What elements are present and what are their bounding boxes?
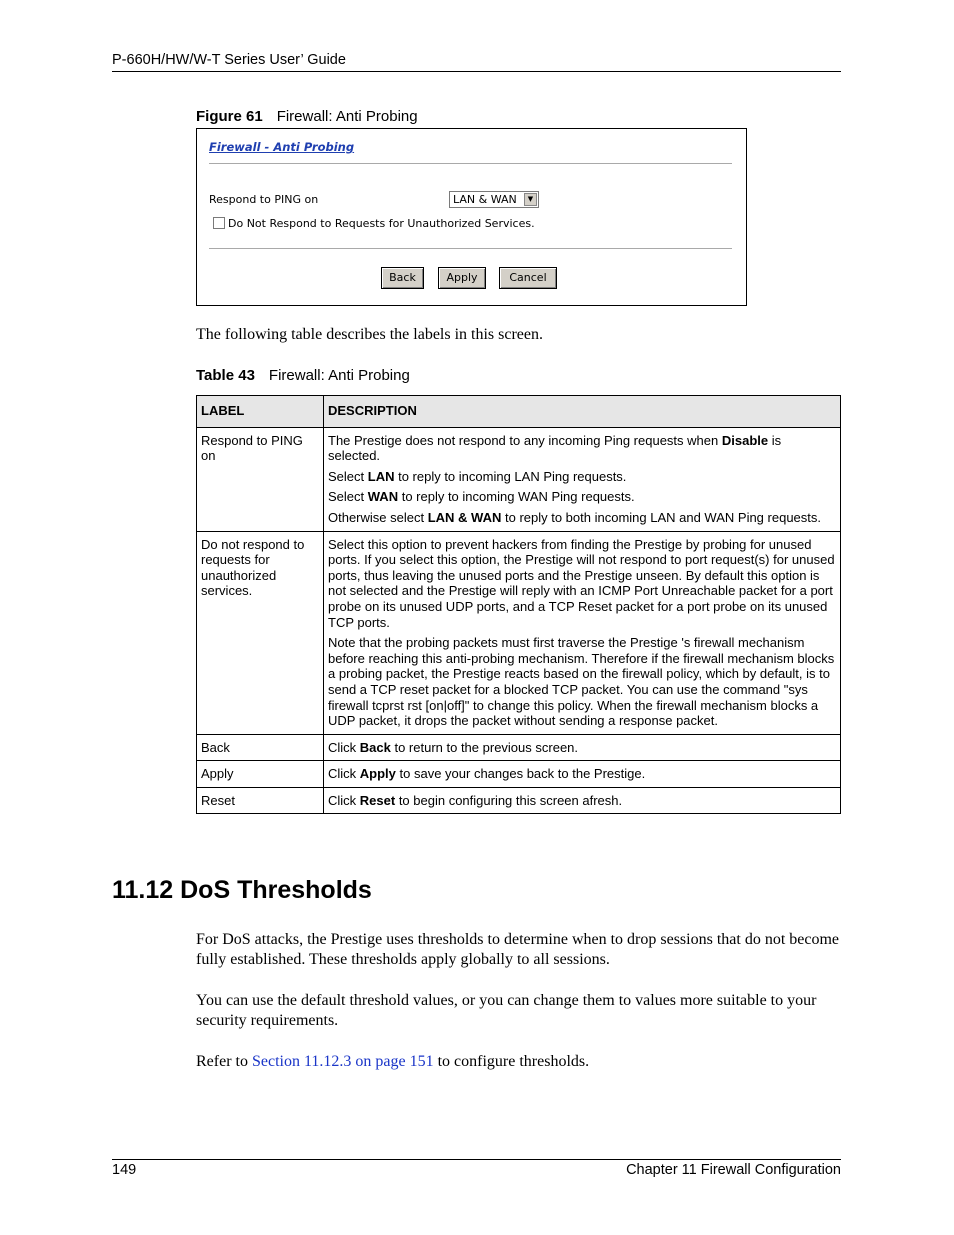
paragraph-3-lead: Refer to: [196, 1053, 252, 1070]
apply-button[interactable]: Apply: [438, 267, 486, 289]
ping-label: Respond to PING on: [209, 193, 319, 206]
figure-caption-text: Firewall: Anti Probing: [276, 108, 418, 125]
table-row: [197, 427, 841, 531]
table-row: [197, 761, 841, 788]
description-text: Note that the probing packets must first traverse the Prestige 's firewall mechanism before reaching this anti-probing mechanism. Therefore if the firewall mechanism blocks a probing packet, the Prestige reacts based on the firewall policy, which by default, is to send a TCP reset packet for a blocked TCP packet. You can use the command "sys firewall tcprst rst [on|off]" to change this policy. When the firewall mechanism blocks a UDP packet, it drops the packet without sending a response packet.: [328, 635, 835, 729]
description-paragraph: [328, 635, 836, 729]
cancel-button[interactable]: Cancel: [499, 267, 557, 289]
figure-caption: [196, 108, 418, 125]
label-cell: Apply: [197, 761, 324, 788]
description-cell: [324, 531, 841, 734]
table-row: [197, 734, 841, 761]
section-link[interactable]: Section 11.12.3 on page 151: [251, 1053, 434, 1070]
chapter-title: Chapter 11 Firewall Configuration: [626, 1162, 841, 1178]
description-text: The Prestige does not respond to any incoming Ping requests when: [328, 432, 722, 448]
description-text: to reply to incoming WAN Ping requests.: [398, 489, 635, 505]
description-paragraph: [328, 537, 836, 631]
section-paragraph-1: For DoS attacks, the Prestige uses thresholds to determine when to drop sessions that do not become fully established. These thresholds apply globally to all sessions.: [196, 931, 840, 968]
description-text: to reply to incoming LAN Ping requests.: [394, 468, 627, 484]
screen-title: Firewall - Anti Probing: [209, 140, 355, 154]
section-heading: 11.12 DoS Thresholds: [112, 876, 372, 904]
description-cell: [324, 761, 841, 788]
bold-term: LAN & WAN: [427, 509, 502, 525]
bold-term: Disable: [721, 432, 769, 448]
description-cell: [324, 787, 841, 814]
bold-term: WAN: [367, 489, 399, 505]
description-paragraph: [328, 740, 836, 756]
description-text: Click: [328, 739, 360, 755]
description-paragraph: [328, 766, 836, 782]
paragraph-3-tail: to configure thresholds.: [433, 1053, 590, 1070]
table-body: [197, 427, 841, 814]
page-number: 149: [112, 1162, 137, 1178]
description-cell: [324, 734, 841, 761]
description-text: Select this option to prevent hackers from finding the Prestige by probing for unused ports. If you select this option, the Prestige will not respond to port request(s) for unused ports, thus leaving the unused ports and the Prestige unseen. By default this option is not selected and the Prestige will reply with an ICMP Port Unreachable packet for a port probe on its unused UDP ports, and a TCP Reset packet for a port probe on its unused TCP ports.: [328, 536, 835, 630]
anti-probing-screenshot: [196, 128, 747, 306]
table-caption-text: Firewall: Anti Probing: [268, 367, 410, 384]
header-rule: [112, 71, 841, 72]
description-column-header: DESCRIPTION: [324, 396, 841, 428]
label-column-header: LABEL: [197, 396, 324, 428]
label-cell: Respond to PING on: [197, 427, 324, 531]
bold-term: Back: [359, 739, 391, 755]
intro-text: The following table describes the labels in this screen.: [196, 326, 544, 343]
bold-term: LAN: [367, 468, 395, 484]
table-row: [197, 787, 841, 814]
description-table: [196, 395, 841, 814]
back-button[interactable]: Back: [381, 267, 424, 289]
description-paragraph: [328, 793, 836, 809]
section-paragraph-3: [196, 1052, 589, 1072]
table-header-row: [197, 396, 841, 428]
ping-select[interactable]: [449, 191, 539, 208]
table-caption: [196, 367, 410, 384]
description-text: Select: [328, 468, 368, 484]
figure-number: Figure 61: [196, 108, 263, 125]
description-text: Click: [328, 766, 360, 782]
screen-top-rule: [209, 163, 732, 165]
section-paragraph-2: You can use the default threshold values, or you can change them to values more suitable to your security requirements.: [196, 992, 817, 1029]
description-text: to begin configuring this screen afresh.: [395, 792, 623, 808]
description-text: is selected.: [328, 432, 782, 464]
description-text: to save your changes back to the Prestige.: [395, 766, 646, 782]
unauthorized-services-checkbox[interactable]: [213, 217, 225, 229]
bold-term: Reset: [359, 792, 396, 808]
checkbox-label: Do Not Respond to Requests for Unauthorized Services.: [228, 217, 535, 230]
table-row: [197, 531, 841, 734]
description-text: Otherwise select: [328, 509, 428, 525]
description-paragraph: [328, 469, 836, 485]
description-paragraph: [328, 510, 836, 526]
description-text: Select: [328, 489, 368, 505]
table-number: Table 43: [196, 367, 255, 384]
label-cell: Back: [197, 734, 324, 761]
dropdown-arrow-icon[interactable]: ▼: [524, 193, 537, 206]
bold-term: Apply: [359, 766, 396, 782]
description-text: to reply to both incoming LAN and WAN Ping requests.: [501, 509, 821, 525]
description-cell: [324, 427, 841, 531]
label-cell: Reset: [197, 787, 324, 814]
running-header: P-660H/HW/W-T Series User’ Guide: [112, 52, 346, 68]
description-text: to return to the previous screen.: [390, 739, 579, 755]
description-paragraph: [328, 489, 836, 505]
description-text: Click: [328, 792, 360, 808]
ping-select-value: LAN & WAN: [453, 193, 517, 206]
description-paragraph: [328, 433, 836, 464]
label-cell: Do not respond to requests for unauthorized services.: [197, 531, 324, 734]
screen-bottom-rule: [209, 248, 732, 250]
footer-rule: [112, 1159, 841, 1160]
